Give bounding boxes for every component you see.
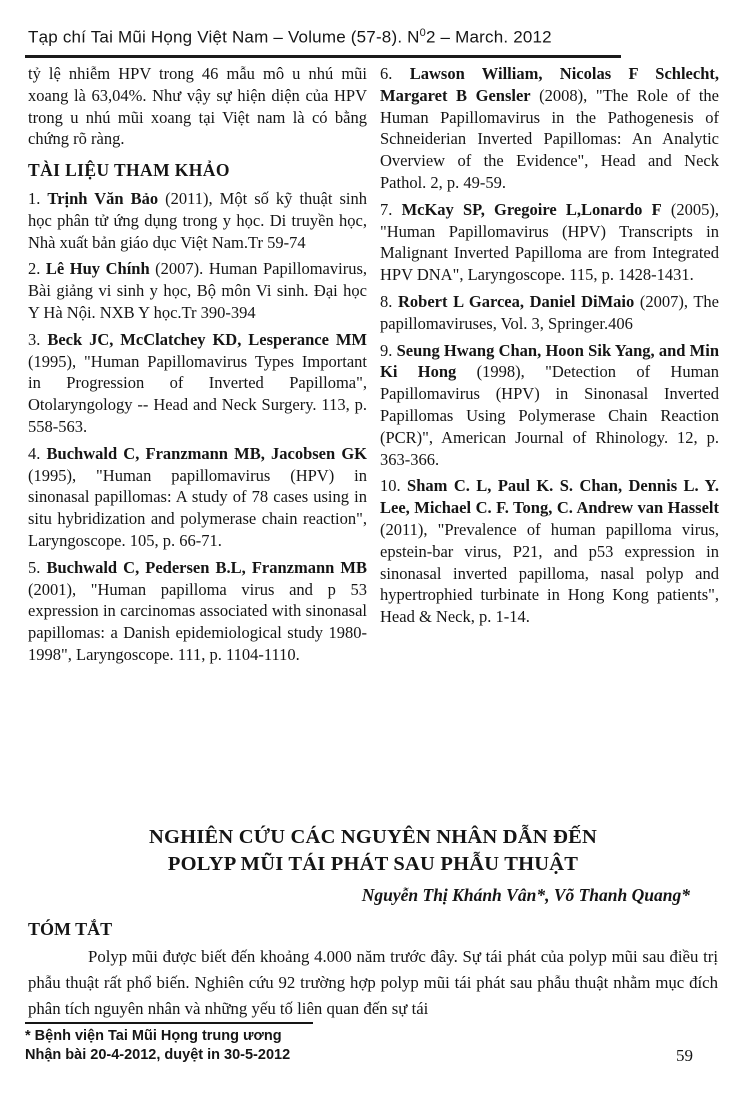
affiliation-note: * Bệnh viện Tai Mũi Họng trung ương bbox=[25, 1028, 282, 1044]
ref-text: (2011), "Prevalence of human papilloma virus, epstein-bar virus, P21, and p53 expression in sinonasal inverted papilloma, nasal polyp and hypertrophied turbinate in Hong Kong patients", Head & Neck, p. 1-14. bbox=[380, 519, 719, 627]
ref-text: (2007), The papillomaviruses, Vol. 3, Springer.406 bbox=[380, 291, 720, 333]
reference-item-10 bbox=[380, 475, 719, 628]
footnote-rule bbox=[25, 1022, 313, 1024]
ref-number: 1. bbox=[28, 188, 48, 208]
ref-number: 6. bbox=[380, 64, 410, 83]
reference-item-7 bbox=[380, 199, 719, 286]
reference-item-4 bbox=[28, 443, 367, 552]
ref-text: (2008), "The Role of the Human Papillomavirus in the Pathogenesis of Schneiderian Inverted Papillomas: An Analytic Overview of the Evidence", Head and Neck Pathol. 2, p. 49-59. bbox=[380, 85, 719, 192]
ref-text: (2001), "Human papilloma virus and p 53 expression in carcinomas associated with sinonasal papillomas: a Danish epidemiological study 1980-1998", Laryngoscope. 111, p. 1104-1110. bbox=[28, 579, 367, 664]
ref-authors: Lê Huy Chính bbox=[45, 259, 150, 279]
ref-authors: Buchwald C, Pedersen B.L, Franzmann MB bbox=[46, 557, 368, 577]
article-title-line1: NGHIÊN CỨU CÁC NGUYÊN NHÂN DẪN ĐẾN bbox=[149, 826, 597, 848]
header-rule bbox=[25, 55, 621, 58]
ref-authors: Seung Hwang Chan, Hoon Sik Yang, and Min Ki Hong bbox=[380, 340, 720, 382]
abstract-heading: TÓM TẮT bbox=[28, 919, 113, 939]
reference-item-6 bbox=[380, 63, 719, 194]
ref-authors: Sham C. L, Paul K. S. Chan, Dennis L. Y. Lee, Michael C. F. Tong, C. Andrew van Hasselt bbox=[380, 476, 719, 518]
reference-columns bbox=[28, 63, 719, 671]
ref-number: 9. bbox=[380, 340, 397, 360]
ref-authors: Lawson William, Nicolas F Schlecht, Margaret B Gensler bbox=[380, 64, 720, 105]
ref-text: (2007). Human Papillomavirus, Bài giảng vi sinh y học, Bộ môn Vi sinh. Đại học Y Hà Nội. NXB Y học.Tr 390-394 bbox=[28, 259, 367, 322]
footnote-block bbox=[25, 1022, 425, 1065]
ref-text: (1998), "Detection of Human Papillomavirus (HPV) in Sinonasal Inverted Papillomas Using Polymerase Chain Reaction (PCR)", American Journal of Rhinology. 12, p. 363-366. bbox=[380, 362, 719, 469]
ref-authors: Robert L Garcea, Daniel DiMaio bbox=[398, 291, 635, 311]
ref-text: (2005), "Human Papillomavirus (HPV) Transcripts in Malignant Inverted Papilloma are from Integrated HPV DNA", Laryngoscope. 115, p. 1428-1431. bbox=[380, 199, 720, 285]
journal-header-text: Tạp chí Tai Mũi Họng Việt Nam – Volume (57-8). N bbox=[28, 27, 420, 47]
article-title bbox=[28, 824, 718, 878]
article-title-line2: POLYP MŨI TÁI PHÁT SAU PHẪU THUẬT bbox=[167, 853, 579, 875]
article-authors: Nguyễn Thị Khánh Vân*, Võ Thanh Quang* bbox=[361, 885, 690, 905]
ref-number: 8. bbox=[380, 291, 399, 311]
reference-item-1 bbox=[28, 188, 367, 253]
ref-authors: Beck JC, McClatchey KD, Lesperance MM bbox=[47, 329, 367, 349]
reference-item-2 bbox=[28, 258, 367, 323]
page-number: 59 bbox=[676, 1046, 693, 1065]
ref-authors: Trịnh Văn Bảo bbox=[47, 188, 159, 208]
ref-number: 2. bbox=[28, 259, 46, 279]
ref-text: (1995), "Human papillomavirus (HPV) in sinonasal papillomas: A study of 78 cases using in situ hybridization and polymerase chain reaction", Laryngoscope. 105, p. 66-71. bbox=[28, 465, 367, 550]
ref-number: 3. bbox=[28, 329, 48, 349]
ref-number: 4. bbox=[28, 443, 47, 463]
references-column-right bbox=[380, 63, 719, 671]
ref-text: (1995), "Human Papillomavirus Types Important in Progression of Inverted Papilloma", Otolaryngology -- Head and Neck Surgery. 113, p. 558-563. bbox=[28, 351, 367, 436]
next-article-section bbox=[28, 824, 718, 1022]
reference-item-9 bbox=[380, 340, 719, 471]
ref-authors: Buchwald C, Franzmann MB, Jacobsen GK bbox=[46, 443, 367, 463]
ref-number: 7. bbox=[380, 199, 402, 219]
journal-header-text-after: 2 – March. 2012 bbox=[425, 27, 552, 47]
ref-text: (2011), Một số kỹ thuật sinh học phân tử ứng dụng trong y học. Di truyền học, Nhà xuất bản giáo dục Việt Nam.Tr 59-74 bbox=[28, 188, 367, 252]
references-heading: TÀI LIỆU THAM KHẢO bbox=[28, 160, 230, 181]
ref-authors: McKay SP, Gregoire L,Lonardo F bbox=[401, 199, 662, 219]
received-note: Nhận bài 20-4-2012, duyệt in 30-5-2012 bbox=[25, 1047, 291, 1063]
journal-header-superscript: 0 bbox=[419, 27, 426, 39]
reference-item-5 bbox=[28, 557, 367, 666]
ref-number: 10. bbox=[380, 476, 408, 496]
abstract-text: Polyp mũi được biết đến khoảng 4.000 năm trước đây. Sự tái phát của polyp mũi sau điều trị phẫu thuật rất phổ biến. Nghiên cứu 92 trường hợp polyp mũi tái phát sau phẫu thuật nhằm mục đích phân tích nguyên nhân và những yếu tố liên quan đến sự tái bbox=[28, 947, 718, 1018]
references-column-left bbox=[28, 63, 367, 671]
intro-paragraph: tỷ lệ nhiễm HPV trong 46 mẫu mô u nhú mũi xoang là 63,04%. Như vậy sự hiện diện của HPV trong u nhú mũi xoang tại Việt nam là có bằng chứng rõ ràng. bbox=[28, 64, 367, 149]
reference-item-3 bbox=[28, 329, 367, 438]
journal-header bbox=[28, 27, 688, 48]
reference-item-8 bbox=[380, 291, 719, 335]
ref-number: 5. bbox=[28, 557, 47, 577]
